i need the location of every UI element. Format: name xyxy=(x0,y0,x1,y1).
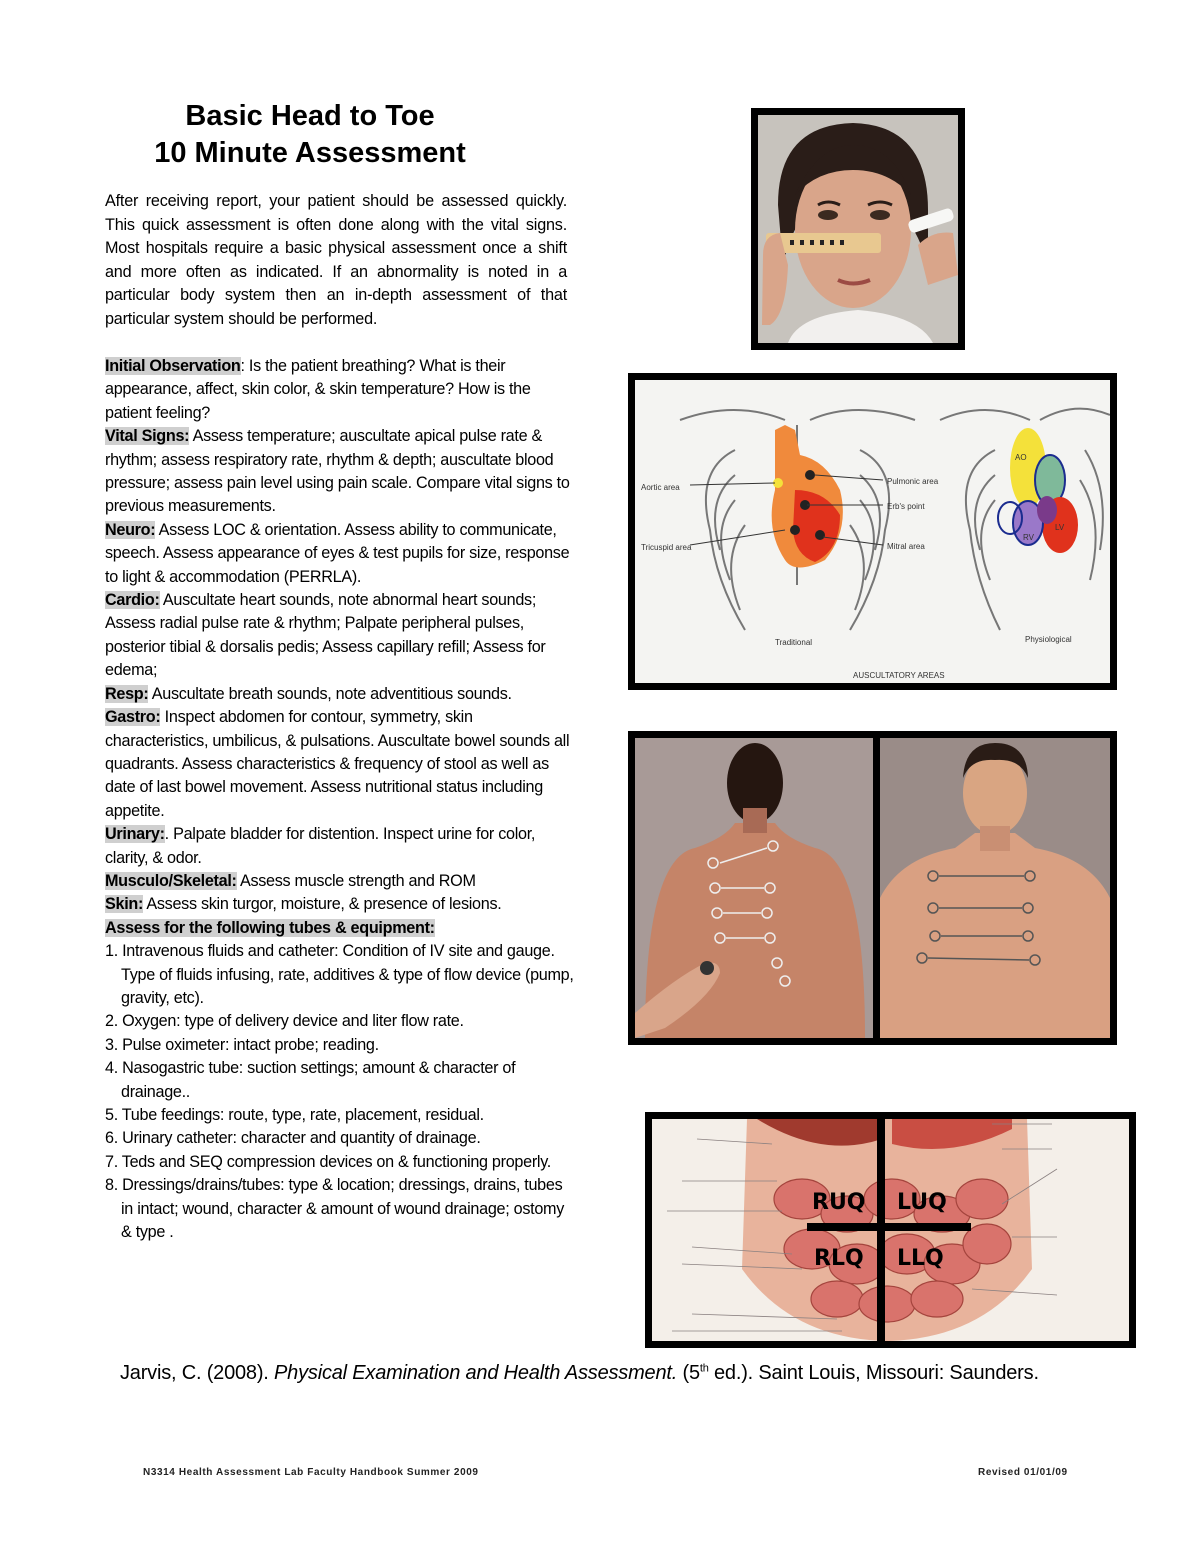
section-heading: Resp: xyxy=(105,684,149,703)
llq-label: LLQ xyxy=(897,1246,944,1271)
page-title xyxy=(105,98,515,172)
list-item: 3. Pulse oximeter: intact probe; reading. xyxy=(105,1035,379,1054)
intro-paragraph: After receiving report, your patient should be assessed quickly. This quick assessment is often done along with the vital signs. Most hospitals require a basic physical assessment once a shift and more often as indicated. If an abnormality is noted in a particular body system then an in-depth assessment of that particular system should be performed. xyxy=(105,192,567,328)
section-skin xyxy=(105,893,575,916)
pulmonic-area-label: Pulmonic area xyxy=(887,477,939,486)
section-text: . Palpate bladder for distention. Inspect urine for color, clarity, & odor. xyxy=(105,825,536,867)
tricuspid-area-label: Tricuspid area xyxy=(641,543,692,552)
section-heading: Musculo/Skeletal: xyxy=(105,871,237,890)
citation xyxy=(120,1362,1039,1385)
heart-auscultation-diagram xyxy=(628,373,1117,690)
section-heading: Urinary: xyxy=(105,825,165,844)
section-gastro xyxy=(105,706,575,823)
section-heading: Cardio: xyxy=(105,591,160,610)
luq-label: LUQ xyxy=(897,1190,947,1215)
footer-left: N3314 Health Assessment Lab Faculty Handbook Summer 2009 xyxy=(143,1467,479,1478)
section-heading: Initial Observation xyxy=(105,357,241,375)
section-heading: Skin: xyxy=(105,895,144,914)
section-heading: Vital Signs: xyxy=(105,427,190,446)
list-item: 2. Oxygen: type of delivery device and liter flow rate. xyxy=(105,1012,464,1031)
section-urinary xyxy=(105,823,575,870)
section-text: Assess LOC & orientation. Assess ability to communicate, speech. Assess appearance of eyes & test pupils for size, response to light & accommodation (PERRLA). xyxy=(105,520,570,586)
assessment-sections xyxy=(105,355,575,1244)
ao-label: AO xyxy=(1015,453,1027,462)
section-text: : Is the patient breathing? What is their appearance, affect, skin color, & skin temperature? How is the patient feeling? xyxy=(105,357,531,422)
aortic-area-label: Aortic area xyxy=(641,483,680,492)
citation-edition-sup: th xyxy=(699,1362,709,1375)
citation-author: Jarvis, C. (2008). xyxy=(120,1362,275,1384)
list-item: 6. Urinary catheter: character and quantity of drainage. xyxy=(105,1129,481,1148)
rv-label: RV xyxy=(1023,533,1034,542)
section-musculoskeletal xyxy=(105,870,575,893)
section-text: Assess temperature; auscultate apical pulse rate & rhythm; assess respiratory rate, rhythm & depth; auscultate blood pressure; assess pain level using pain scale. Compare vital signs to previous measurements. xyxy=(105,427,570,516)
eye-exam-illustration xyxy=(758,115,958,343)
lung-auscultation-photos xyxy=(628,731,1117,1045)
section-heading: Gastro: xyxy=(105,708,161,727)
list-item: 1. Intravenous fluids and catheter: Condition of IV site and gauge. Type of fluids infusing, rate, additives & type of flow device (pump, gravity, etc). xyxy=(105,942,574,1007)
rlq-label: RLQ xyxy=(814,1246,864,1271)
list-item: 8. Dressings/drains/tubes: type & location; dressings, drains, tubes in intact; wound, character & amount of wound drainage; ostomy & type . xyxy=(105,1176,565,1242)
lv-label: LV xyxy=(1055,523,1065,532)
equipment-list xyxy=(105,940,575,1244)
section-resp xyxy=(105,683,575,706)
section-vital-signs xyxy=(105,425,575,519)
section-equipment xyxy=(105,917,575,940)
auscultatory-areas-illustration xyxy=(635,380,1110,683)
traditional-label: Traditional xyxy=(775,638,813,647)
list-item: 7. Teds and SEQ compression devices on & functioning properly. xyxy=(105,1152,551,1171)
section-neuro xyxy=(105,519,575,589)
abdomen-illustration xyxy=(652,1119,1129,1341)
title-line-1: Basic Head to Toe xyxy=(185,100,435,132)
citation-edition-post: ed.). Saint Louis, Missouri: Saunders. xyxy=(708,1362,1039,1384)
abdominal-quadrants-diagram xyxy=(645,1112,1136,1348)
eye-exam-photo xyxy=(751,108,965,350)
ruq-label: RUQ xyxy=(812,1190,866,1215)
section-text: Assess skin turgor, moisture, & presence of lesions. xyxy=(143,895,502,914)
title-line-2: 10 Minute Assessment xyxy=(154,137,466,169)
section-heading: Assess for the following tubes & equipment: xyxy=(105,918,435,937)
list-item: 5. Tube feedings: route, type, rate, placement, residual. xyxy=(105,1106,484,1124)
auscultatory-caption: AUSCULTATORY AREAS xyxy=(853,671,945,680)
section-text: Assess muscle strength and ROM xyxy=(236,871,476,890)
citation-edition-pre: (5 xyxy=(677,1362,700,1384)
erbs-point-label: Erb's point xyxy=(887,502,925,511)
section-heading: Neuro: xyxy=(105,520,156,539)
section-text: Inspect abdomen for contour, symmetry, skin characteristics, umbilicus, & pulsations. Auscultate bowel sounds all quadrants. Assess characteristics & frequency of stool as well as date of last bowel movement. Assess nutritional status including appetite. xyxy=(105,708,570,820)
footer-right: Revised 01/01/09 xyxy=(978,1467,1068,1478)
list-item: 4. Nasogastric tube: suction settings; amount & character of drainage.. xyxy=(105,1059,516,1101)
citation-book: Physical Examination and Health Assessment. xyxy=(274,1362,678,1384)
lung-auscultation-illustration xyxy=(635,738,1110,1038)
section-initial-observation xyxy=(105,355,575,425)
mitral-area-label: Mitral area xyxy=(887,542,925,551)
physiological-label: Physiological xyxy=(1025,635,1072,644)
section-text: Auscultate breath sounds, note adventitious sounds. xyxy=(148,684,512,703)
section-cardio xyxy=(105,589,575,683)
section-text: Auscultate heart sounds, note abnormal heart sounds; Assess radial pulse rate & rhythm; Palpate peripheral pulses, posterior tibial & dorsalis pedis; Assess capillary refill; Assess for edema; xyxy=(105,591,546,680)
